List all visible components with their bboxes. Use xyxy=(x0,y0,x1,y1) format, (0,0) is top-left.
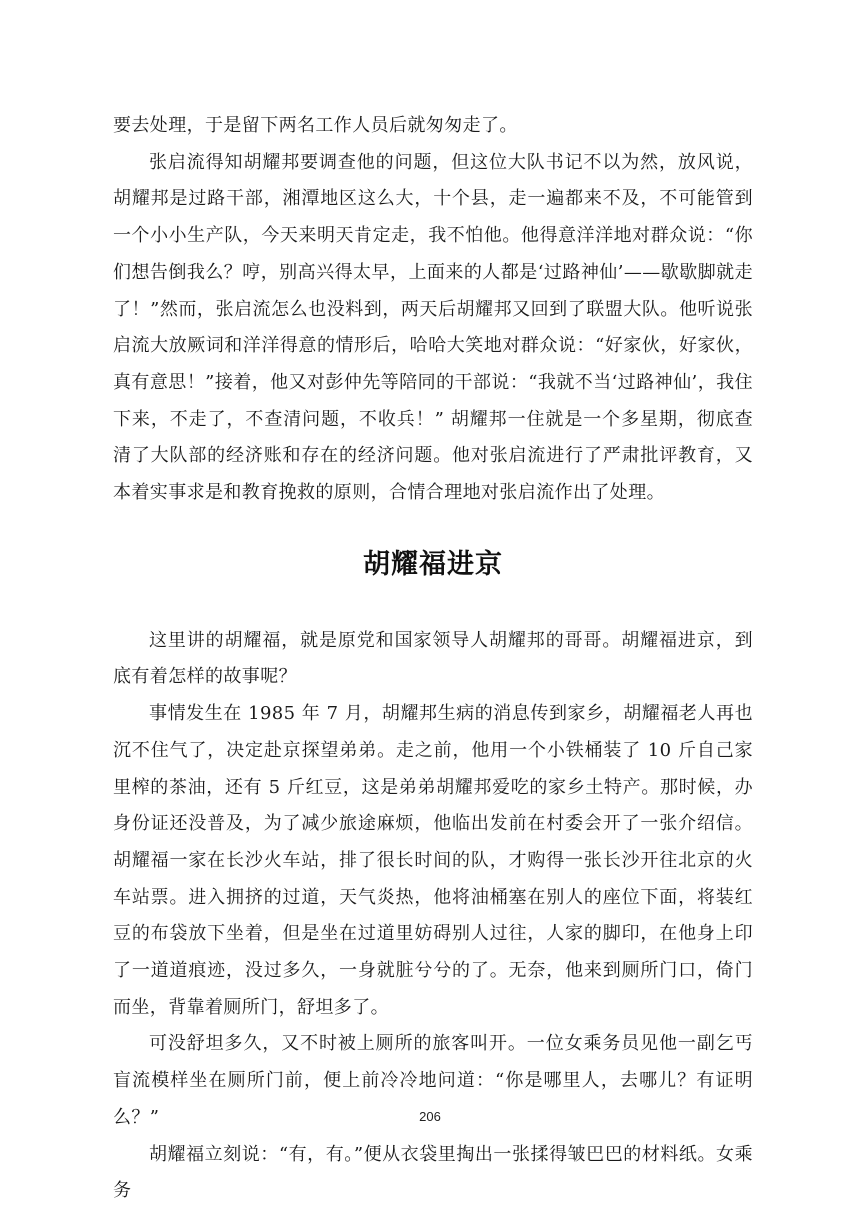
paragraph-continuation: 要去处理，于是留下两名工作人员后就匆匆走了。 xyxy=(113,115,518,136)
paragraph-zhang-qiliu: 张启流得知胡耀邦要调查他的问题，但这位大队书记不以为然，放风说，胡耀邦是过路干部，湘潭地区这么大，十个县，走一遍都来不及，不可能管到一个小小生产队，今天来明天肯定走，我不怕他。他得意洋洋地对群众说：“你们想告倒我么？哼，别高兴得太早，上面来的人都是‘过路神仙’——歇歇脚就走了！”然而，张启流怎么也没料到，两天后胡耀邦又回到了联盟大队。他听说张启流大放厥词和洋洋得意的情形后，哈哈大笑地对群众说：“好家伙，好家伙， 真有意思！”接着，他又对彭仲先等陪同的干部说：“我就不当‘过路神仙’，我住下来，不走了，不查清问题，不收兵！” 胡耀邦一住就是一个多星期，彻底查清了大队部的经济账和存在的经济问题。他对张启流进行了严肃批评教育，又本着实事求是和教育挽救的原则，合情合理地对张启流作出了处理。 xyxy=(113,151,753,504)
section-title: 胡耀福进京 xyxy=(363,548,503,580)
page-number: 206 xyxy=(419,1109,441,1124)
page-content xyxy=(113,108,753,1210)
paragraph-attendant: 可没舒坦多久，又不时被上厕所的旅客叫开。一位女乘务员见他一副乞丐盲流模样坐在厕所门前，便上前冷冷地问道：“你是哪里人，去哪儿？有证明么？” xyxy=(113,1033,753,1128)
paragraph-intro: 这里讲的胡耀福，就是原党和国家领导人胡耀邦的哥哥。胡耀福进京，到底有着怎样的故事呢？ xyxy=(113,629,753,688)
paragraph-certificate: 胡耀福立刻说：“有，有。”便从衣袋里掏出一张揉得皱巴巴的材料纸。女乘务 xyxy=(113,1143,753,1202)
paragraph-journey: 事情发生在 1985 年 7 月，胡耀邦生病的消息传到家乡，胡耀福老人再也沉不住气了，决定赴京探望弟弟。走之前，他用一个小铁桶装了 10 斤自己家里榨的茶油，还有 5 斤红豆，这是弟弟胡耀邦爱吃的家乡土特产。那时候，办身份证还没普及，为了减少旅途麻烦，他临出发前在村委会开了一张介绍信。胡耀福一家在长沙火车站，排了很长时间的队，才购得一张长沙开往北京的火车站票。进入拥挤的过道，天气炎热，他将油桶塞在别人的座位下面，将装红豆的布袋放下坐着，但是坐在过道里妨碍别人过往，人家的脚印，在他身上印了一道道痕迹，没过多久，一身就脏兮兮的了。无奈，他来到厕所门口，倚门而坐，背靠着厕所门，舒坦多了。 xyxy=(113,703,753,1018)
